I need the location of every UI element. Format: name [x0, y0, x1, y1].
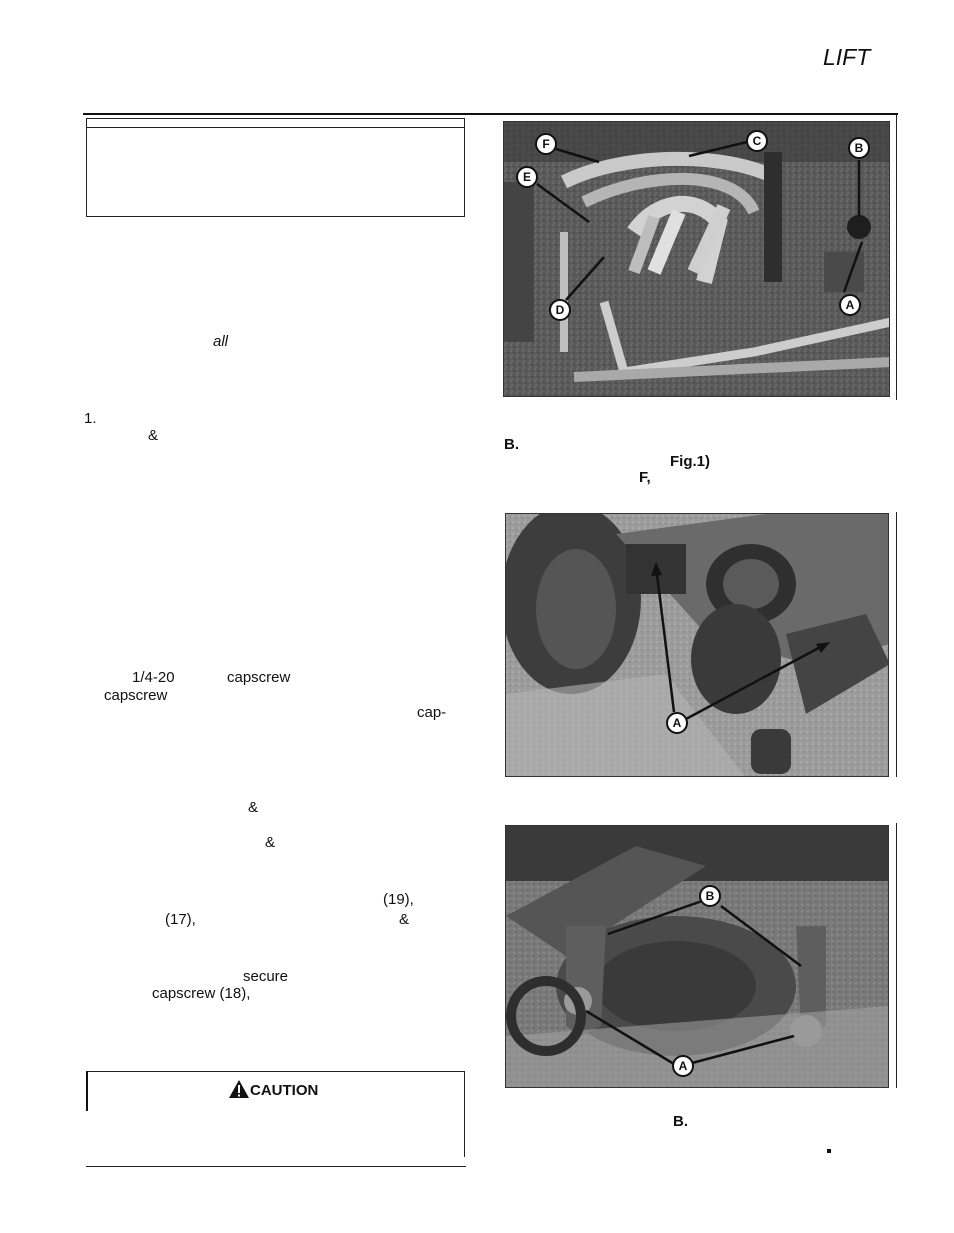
text-capscrew-b: capscrew [104, 687, 168, 704]
text-cap-hyphen: cap- [417, 704, 447, 721]
caption1-fig: Fig.1) [670, 453, 710, 470]
warning-triangle-icon [228, 1079, 250, 1099]
caution-heading [228, 1079, 318, 1099]
page-header-title: LIFT [823, 44, 871, 70]
caution-box [86, 1071, 465, 1157]
callout-a: A [678, 1059, 688, 1073]
callout-f: F [542, 137, 550, 151]
right-edge-1 [896, 115, 897, 400]
caution-label: CAUTION [250, 1082, 319, 1099]
right-edge-3 [896, 823, 897, 1088]
step-number: 1. [84, 410, 97, 427]
callout-a: A [672, 716, 682, 730]
callout-e: E [522, 170, 532, 184]
text-amp-1: & [148, 427, 159, 444]
text-secure: secure [243, 968, 289, 985]
text-amp-2: & [248, 799, 259, 816]
bottom-rule [86, 1166, 466, 1167]
text-amp-3: & [265, 834, 276, 851]
caption1-f: F, [639, 469, 651, 486]
note-box [86, 118, 465, 217]
callout-b: B [705, 889, 715, 903]
photo-mower-mount [505, 513, 889, 777]
bullet-dot [827, 1149, 831, 1153]
header-rule [83, 113, 898, 115]
callout-c: C [752, 134, 762, 148]
caption3-letter: B. [673, 1113, 688, 1130]
text-amp-4: & [399, 911, 410, 928]
callout-d: D [555, 303, 565, 317]
right-edge-2 [896, 512, 897, 777]
caption1-letter: B. [504, 436, 519, 453]
photo-lift-brackets [505, 825, 889, 1088]
text-capscrew-a: capscrew [227, 669, 291, 686]
callout-b: B [854, 141, 864, 155]
text-part-19: (19), [383, 891, 414, 908]
text-part-17: (17), [165, 911, 196, 928]
text-capscrew-18: capscrew (18), [152, 985, 251, 1002]
text-bolt-size: 1/4-20 [132, 669, 175, 686]
photo-hydraulic-hoses [503, 121, 890, 397]
text-all: all [213, 333, 229, 350]
callout-a: A [845, 298, 855, 312]
